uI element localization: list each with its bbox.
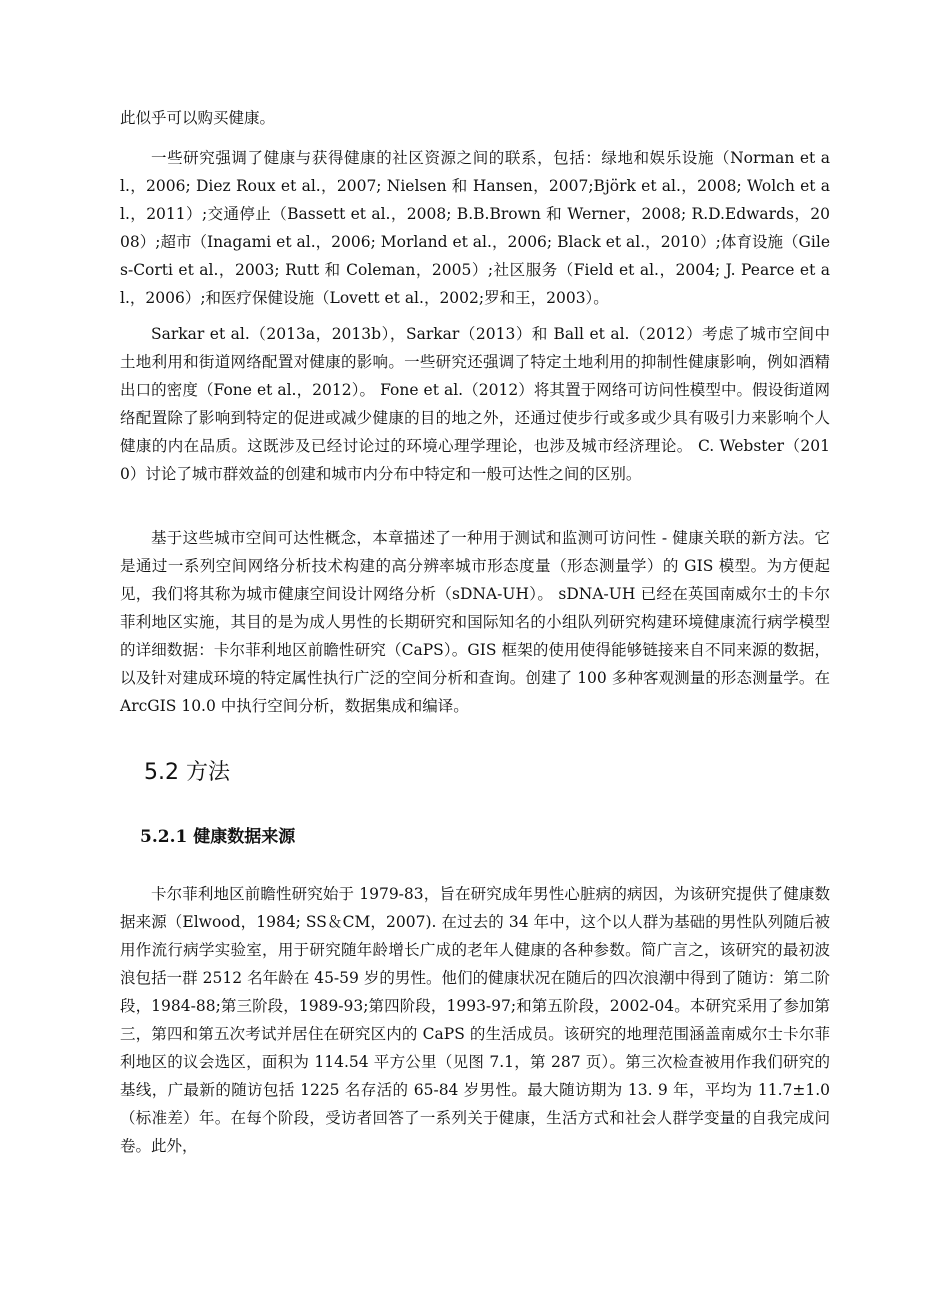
paragraph-continuation: 此似乎可以购买健康。 <box>120 109 276 127</box>
paragraph-land-use: Sarkar et al.（2013a，2013b），Sarkar（2013）和 Ball et al.（2012）考虑了城市空间中土地利用和街道网络配置对健康的影响。一些研究还强调了特定土地利用的抑制性健康影响，例如酒精出口的密度（Fone et al.，2012）。 Fone et al.（2012）将其置于网络可访问性模型中。假设街道网络配置除了影响到特定的促进或减少健康的目的地之外，还通过使步行或多或少具有吸引力来影响个人健康的内在品质。这既涉及已经讨论过的环境心理学理论，也涉及城市经济理论。 C. Webster（2010）讨论了城市群效益的创建和城市内分布中特定和一般可达性之间的区别。 <box>120 325 830 483</box>
section-heading: 5.2 方法 <box>144 760 230 785</box>
paragraph-sdna-uh: 基于这些城市空间可达性概念，本章描述了一种用于测试和监测可访问性 - 健康关联的新方法。它是通过一系列空间网络分析技术构建的高分辨率城市形态度量（形态测量学）的 GIS 模型。为方便起见，我们将其称为城市健康空间设计网络分析（sDNA-UH）。 sDNA-UH 已经在英国南威尔士的卡尔菲利地区实施，其目的是为成人男性的长期研究和国际知名的小组队列研究构建环境健康流行病学模型的详细数据：卡尔菲利地区前瞻性研究（CaPS）。GIS 框架的使用使得能够链接来自不同来源的数据，以及针对建成环境的特定属性执行广泛的空间分析和查询。创建了 100 多种客观测量的形态测量学。在 ArcGIS 10.0 中执行空间分析，数据集成和编译。 <box>120 529 830 715</box>
subsection-heading: 5.2.1 健康数据来源 <box>140 827 296 847</box>
paragraph-caps-study: 卡尔菲利地区前瞻性研究始于 1979-83，旨在研究成年男性心脏病的病因，为该研究提供了健康数据来源（Elwood，1984; SS＆CM，2007). 在过去的 34 年中，这个以人群为基础的男性队列随后被用作流行病学实验室，用于研究随年龄增长广成的老年人健康的各种参数。简广言之，该研究的最初波浪包括一群 2512 名年龄在 45-59 岁的男性。他们的健康状况在随后的四次浪潮中得到了随访：第二阶段，1984-88;第三阶段，1989-93;第四阶段，1993-97;和第五阶段，2002-04。本研究采用了参加第三，第四和第五次考试并居住在研究区内的 CaPS 的生活成员。该研究的地理范围涵盖南威尔士卡尔菲利地区的议会选区，面积为 114.54 平方公里（见图 7.1，第 287 页）。第三次检查被用作我们研究的基线，广最新的随访包括 1225 名存活的 65-84 岁男性。最大随访期为 13. 9 年，平均为 11.7±1.0（标准差）年。在每个阶段，受访者回答了一系列关于健康，生活方式和社会人群学变量的自我完成问卷。此外， <box>120 885 830 1155</box>
paragraph-community-resources: 一些研究强调了健康与获得健康的社区资源之间的联系，包括：绿地和娱乐设施（Norman et al.，2006; Diez Roux et al.，2007; Nielsen 和 Hansen，2007;Björk et al.，2008; Wolch et al.，2011）;交通停止（Bassett et al.，2008; B.B.Brown 和 Werner，2008; R.D.Edwards，2008）;超市（Inagami et al.，2006; Morland et al.，2006; Black et al.，2010）;体育设施（Giles-Corti et al.，2003; Rutt 和 Coleman，2005）;社区服务（Field et al.，2004; J. Pearce et al.，2006）;和医疗保健设施（Lovett et al.，2002;罗和王，2003）。 <box>120 149 830 307</box>
